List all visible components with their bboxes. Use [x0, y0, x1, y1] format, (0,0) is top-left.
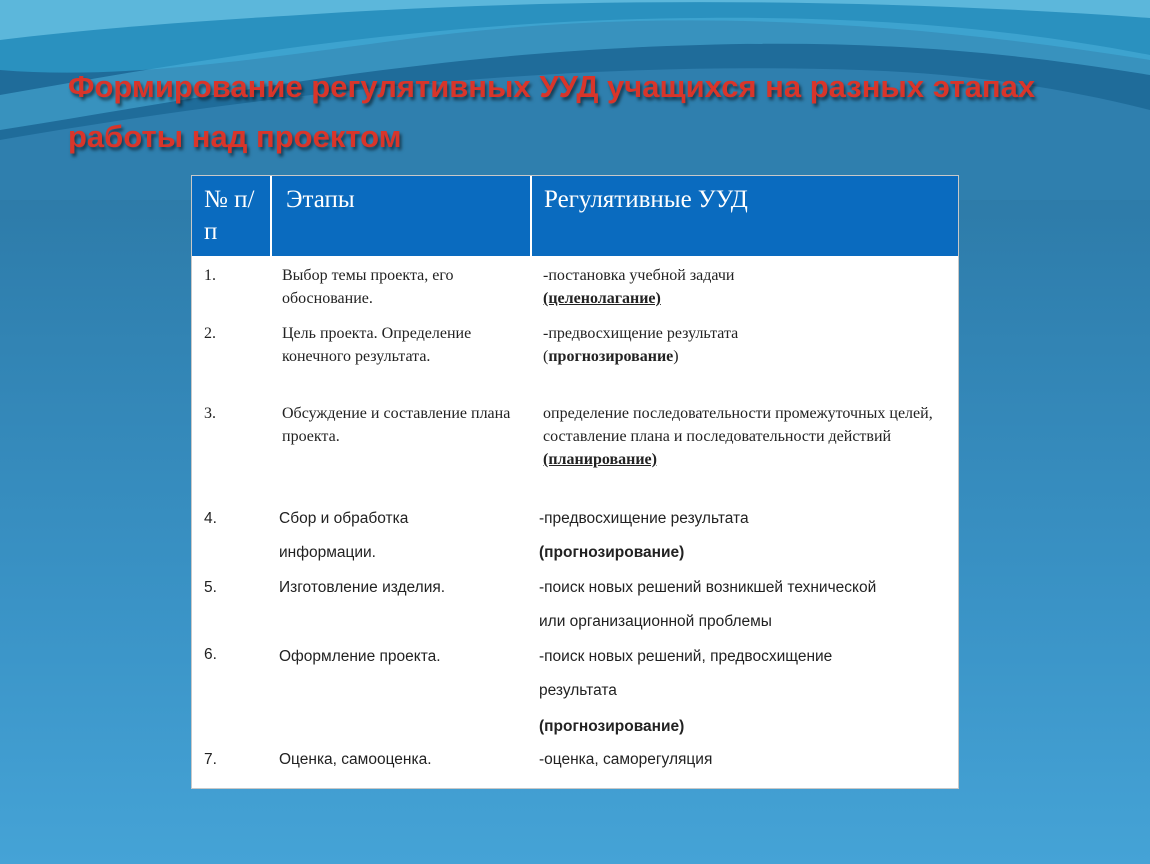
row-2-uud-term: прогнозирование [548, 348, 674, 365]
row-4-uud-text: -предвосхищение результата [539, 510, 749, 527]
row-1-uud [543, 264, 943, 310]
row-2-uud-text: -предвосхищение результата [543, 325, 739, 342]
row-2-stage: Цель проекта. Определение конечного результата. [282, 325, 472, 365]
row-7-uud: -оценка, саморегуляция [539, 751, 713, 768]
row-5-num: 5. [204, 579, 217, 596]
row-3-stage: Обсуждение и составление плана проекта. [282, 405, 511, 445]
slide-title: Формирование регулятивных УУД учащихся на разных этапах работы над проектом [68, 69, 1036, 154]
row-5-uud-line1: -поиск новых решений возникшей технической [539, 579, 877, 596]
row-4-stage-line2: информации. [279, 544, 376, 561]
row-3-uud-text: определение последовательности промежуточных целей, составление плана и последовательности действий [543, 405, 933, 445]
row-3-uud [543, 402, 943, 471]
row-1-uud-term: (целенолагание) [543, 290, 661, 307]
row-7-stage: Оценка, самооценка. [279, 751, 432, 768]
row-7-num: 7. [204, 751, 217, 768]
row-5-uud [539, 571, 949, 639]
row-3-num: 3. [204, 405, 216, 422]
row-6-uud-term: (прогнозирование) [539, 718, 685, 735]
row-6-uud-line2: результата [539, 682, 617, 699]
row-6-uud-line1: -поиск новых решений, предвосхищение [539, 648, 833, 665]
header-stages: Этапы [270, 176, 530, 256]
row-4-stage-line1: Сбор и обработка [279, 510, 409, 527]
table-header [192, 176, 958, 256]
row-2-num: 2. [204, 325, 216, 342]
row-1-num: 1. [204, 267, 216, 284]
row-3-uud-term: (планирование) [543, 451, 657, 468]
row-6-num: 6. [204, 646, 217, 663]
row-1-stage: Выбор темы проекта, его обоснование. [282, 267, 454, 307]
row-6-stage: Оформление проекта. [279, 648, 441, 665]
row-6-uud [539, 640, 949, 744]
header-uud: Регулятивные УУД [530, 176, 958, 256]
row-5-stage: Изготовление изделия. [279, 579, 446, 596]
row-2-uud: -предвосхищение результата (прогнозирование) [543, 322, 943, 368]
header-num: № п/п [204, 186, 255, 245]
row-5-uud-line2: или организационной проблемы [539, 613, 772, 630]
stages-table [191, 175, 959, 789]
row-1-uud-text: -постановка учебной задачи [543, 267, 735, 284]
row-4-num: 4. [204, 510, 217, 527]
row-4-stage [279, 502, 523, 570]
row-4-uud-term: (прогнозирование) [539, 544, 685, 561]
row-4-uud [539, 502, 949, 570]
